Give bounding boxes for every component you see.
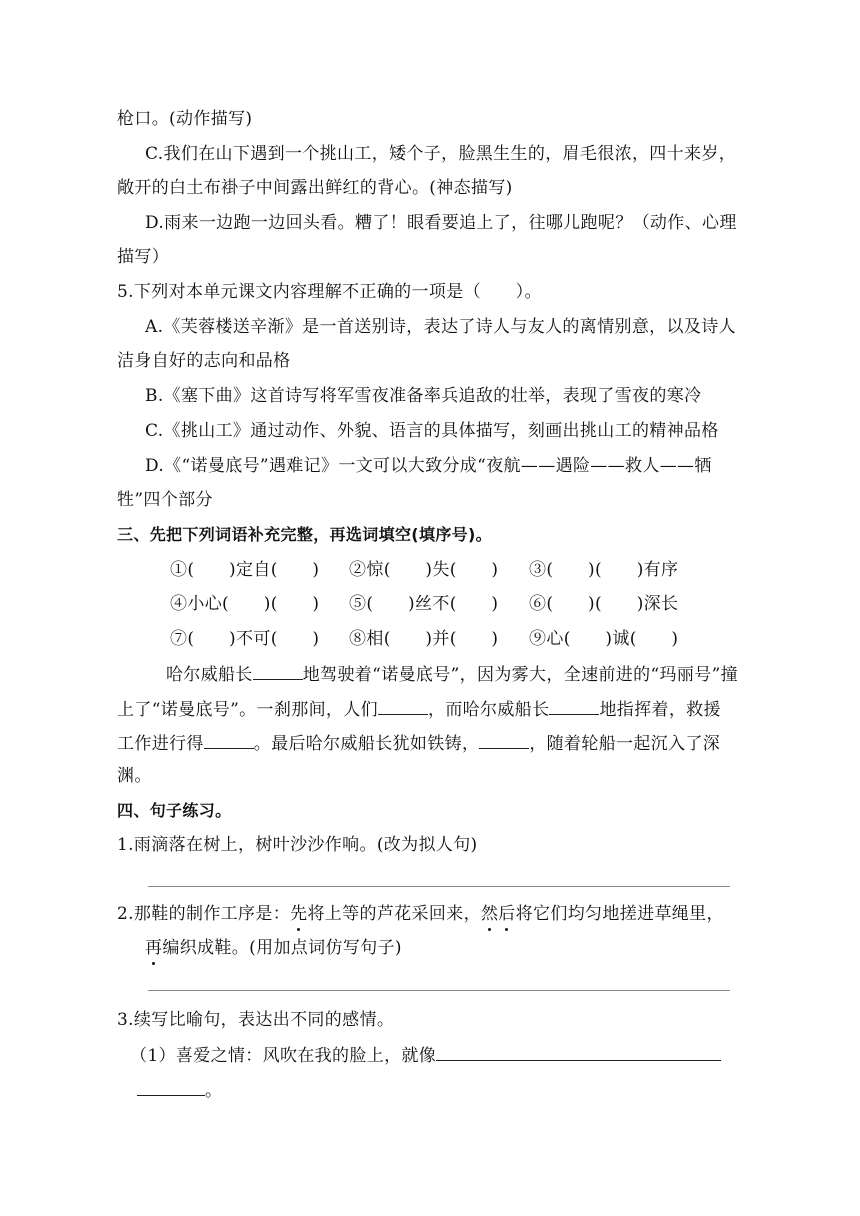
text-line: 牲”四个部分 <box>117 490 213 510</box>
fill-paragraph-line <box>117 731 720 755</box>
option-d-line: D.雨来一边跑一边回头看。糟了！眼看要追上了，往哪儿跑呢？（动作、心理 <box>145 213 737 233</box>
answer-line[interactable] <box>148 990 730 991</box>
option-a-line: A.《芙蓉楼送辛渐》是一首送别诗，表达了诗人与友人的离情别意，以及诗人 <box>145 317 736 337</box>
fill-text: 。最后哈尔威船长犹如铁铸， <box>253 734 480 754</box>
answer-blank[interactable] <box>378 697 428 715</box>
option-c-line: C.《挑山工》通过动作、外貌、语言的具体描写，刻画出挑山工的精神品格 <box>145 421 719 441</box>
fill-text: ，而哈尔威船长 <box>427 700 550 720</box>
question-3-1 <box>130 1043 721 1067</box>
option-d-line: D.《“诺曼底号”遇难记》一文可以大致分成“夜航——遇险——救人——牺 <box>145 456 712 476</box>
option-c-line: C.我们在山下遇到一个挑山工，矮个子，脸黑生生的，眉毛很浓，四十来岁， <box>145 144 737 164</box>
q3-text: 。 <box>205 1081 223 1101</box>
q2-text: 将它们均匀地搓进草绳里， <box>515 904 724 924</box>
word-item-1: ①( )定自( ) <box>170 560 320 580</box>
text-line: 洁身自好的志向和品格 <box>117 351 291 371</box>
answer-line[interactable] <box>148 886 730 887</box>
fill-text: 工作进行得 <box>117 734 204 754</box>
question-3: 3.续写比喻句，表达出不同的感情。 <box>117 1010 395 1030</box>
text-line: 敞开的白土布褂子中间露出鲜红的背心。(神态描写) <box>117 178 513 198</box>
word-item-9: ⑨心( )诚( ) <box>529 629 679 649</box>
emphasis-dot-char: 先 <box>290 904 308 924</box>
question-5: 5.下列对本单元课文内容理解不正确的一项是（ ）。 <box>117 282 542 302</box>
fill-paragraph-line <box>117 697 721 721</box>
q3-text: （1）喜爱之情：风吹在我的脸上，就像 <box>130 1046 437 1066</box>
fill-text: 哈尔威船长 <box>166 665 253 685</box>
question-2-cont <box>145 937 402 959</box>
answer-blank[interactable] <box>549 697 599 715</box>
emphasis-dot-char: 然 <box>480 904 499 924</box>
word-item-3: ③( )( )有序 <box>529 560 679 580</box>
emphasis-dot-char: 后 <box>498 904 516 924</box>
emphasis-dot-char: 再 <box>145 938 163 958</box>
word-item-2: ②惊( )失( ) <box>349 560 499 580</box>
option-b-line: B.《塞下曲》这首诗写将军雪夜准备率兵追敌的壮举，表现了雪夜的寒冷 <box>145 386 702 406</box>
fill-text: ，随着轮船一起沉入了深 <box>529 734 721 754</box>
q2-text: 编织成鞋。(用加点词仿写句子) <box>162 938 402 958</box>
text-line: 枪口。(动作描写) <box>117 109 253 129</box>
section-4-title: 四、句子练习。 <box>117 801 232 820</box>
word-item-8: ⑧相( )并( ) <box>349 629 499 649</box>
q2-text: 将上等的芦花采回来， <box>307 904 481 924</box>
question-1: 1.雨滴落在树上，树叶沙沙作响。(改为拟人句) <box>117 835 478 855</box>
word-item-4: ④小心( )( ) <box>170 594 320 614</box>
answer-blank[interactable] <box>137 1078 205 1096</box>
fill-paragraph-line: 渊。 <box>117 766 152 786</box>
answer-blank[interactable] <box>479 731 529 749</box>
section-3-title: 三、先把下列词语补充完整，再选词填空(填序号)。 <box>117 525 493 544</box>
fill-text: 上了“诺曼底号”。一刹那间，人们 <box>117 700 378 720</box>
q2-text: 2.那鞋的制作工序是： <box>117 904 291 924</box>
word-item-7: ⑦( )不可( ) <box>170 629 320 649</box>
word-item-6: ⑥( )( )深长 <box>529 594 679 614</box>
question-2 <box>117 903 724 925</box>
fill-text: 地指挥着，救援 <box>599 700 721 720</box>
fill-paragraph-line <box>166 662 738 686</box>
word-item-5: ⑤( )丝不( ) <box>349 594 499 614</box>
answer-blank[interactable] <box>436 1043 721 1061</box>
answer-blank[interactable] <box>204 731 254 749</box>
text-line: 描写） <box>117 247 170 267</box>
fill-text: 地驾驶着“诺曼底号”，因为雾大，全速前进的“玛丽号”撞 <box>302 665 738 685</box>
answer-blank[interactable] <box>253 662 303 680</box>
question-3-1-cont <box>137 1078 222 1102</box>
